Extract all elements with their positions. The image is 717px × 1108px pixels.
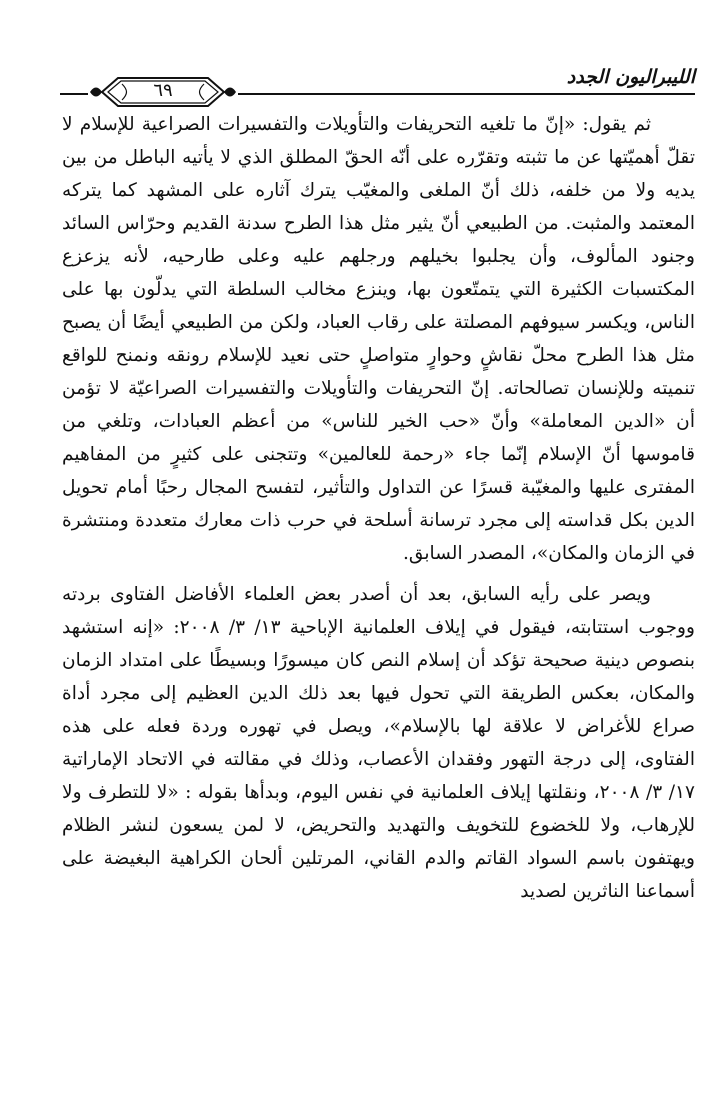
paragraph: ويصر على رأيه السابق، بعد أن أصدر بعض العلماء الأفاضل الفتاوى بردته ووجوب استتابته، فيقول في إيلاف العلمانية الإباحية ١٣/ ٣/ ٢٠٠٨: «إنه استشهد بنصوص دينية صحيحة تؤكد أن إسلام النص كان ميسورًا وبسيطًا على امتداد الزمان والمكان، بعكس الطريقة التي تحول فيها بعد ذلك الدين العظيم إلى مجرد أداة صراع للأغراض لا علاقة لها بالإسلام»، ويصل في تهوره وردة فعله على هذه الفتاوى، إلى درجة التهور وفقدان الأعصاب، وذلك في مقالته في الاتحاد الإماراتية ١٧/ ٣/ ٢٠٠٨، ونقلتها إيلاف العلمانية في نفس اليوم، وبدأها بقوله : «لا للتطرف ولا للإرهاب، ولا للخضوع للتخويف والتهديد والتحريض، لا لمن يسعون لنشر الظلام ويهتفون باسم السواد القاتم والدم القاني، المرتلين ألحان الكراهية البغيضة على أسماعنا الناثرين لصديد	[62, 584, 695, 902]
page-number-cartouche	[88, 72, 238, 112]
running-title: الليبراليون الجدد	[566, 66, 695, 88]
paragraph: ثم يقول: «إنّ ما تلغيه التحريفات والتأويلات والتفسيرات الصراعية للإسلام لا تقلّ أهميّتها عن ما تثبته وتقرّره على أنّه الحقّ المطلق الذي لا يأتيه الباطل من بين يديه ولا من خلفه، ذلك أنّ الملغى والمغيّب يترك آثاره على المشهد كما يتركه المعتمد والمثبت. من الطبيعي أنّ يثير مثل هذا الطرح سدنة القديم وحرّاس السائد وجنود المألوف، وأن يجلبوا بخيلهم ورجلهم عليه وعلى طارحيه، لأنه يزعزع المكتسبات الكثيرة التي يتمتّعون بها، وينزع مخالب السلطة التي يدلّون بها على الناس، ويكسر سيوفهم المصلتة على رقاب العباد، ولكن من الطبيعي أيضًا أن يصبح مثل هذا الطرح محلّ نقاشٍ وحوارٍ متواصلٍ حتى نعيد للإسلام رونقه ونمنح للواقع تنميته وللإنسان تصالحاته. إنّ التحريفات والتأويلات والتفسيرات الصراعيّة لا تؤمن أن «الدين المعاملة» وأنّ «حب الخير للناس» من أعظم العبادات، وتلغي من قاموسها أنّ الإسلام إنّما جاء «رحمة للعالمين» وتتجنى على كثيرٍ من المفاهيم المفترى عليها والمغيّبة قسرًا عن التداول والتأثير، لتفسح المجال رحبًا أمام تحويل الدين بكل قداسته إلى مجرد ترسانة أسلحة في حرب ذات معارك متعددة ومنتشرة في الزمان والمكان»، المصدر السابق.	[62, 114, 695, 564]
page-body	[62, 108, 695, 908]
page-header	[60, 66, 695, 110]
page-number: ٦٩	[153, 80, 173, 101]
